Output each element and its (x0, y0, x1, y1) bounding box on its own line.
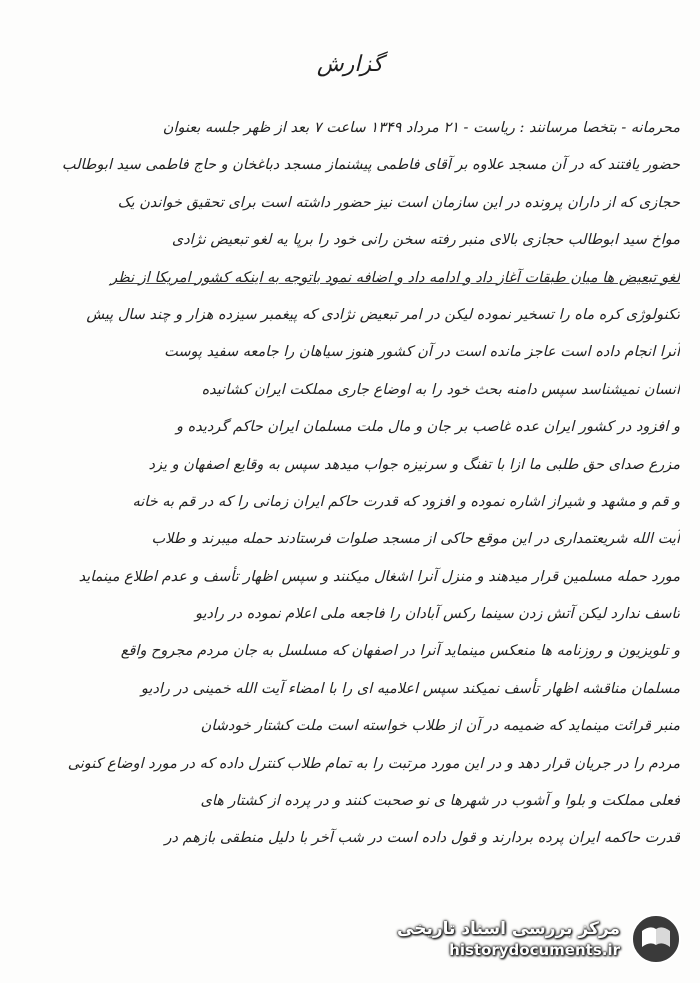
watermark (392, 909, 682, 969)
handwritten-body (10, 110, 680, 858)
text-line: فعلی مملکت و بلوا و آشوب در شهرها ی نو صحبت کنند و در پرده از کشتار های (200, 793, 680, 810)
text-line: منبر قرائت مینماید که ضمیمه در آن از طلاب خواسته است ملت کشتار خودشان (200, 718, 680, 735)
text-line: آیت الله شریعتمداری در این موقع حاکی از مسجد صلوات فرستادند حمله میبرند و طلاب (151, 531, 680, 548)
text-line: انسان نمیشناسد سپس دامنه بحث خود را به اوضاع جاری مملکت ایران کشانیده (201, 381, 680, 398)
text-line: آنرا انجام داده است عاجز مانده است در آن کشور هنوز سیاهان را جامعه سفید پوست (164, 344, 680, 361)
text-line: حجازی که از داران پرونده در این سازمان است نیز حضور داشته است برای تحقیق خواندن یک (117, 194, 680, 211)
book-logo-icon (630, 913, 682, 965)
text-line: حضور یافتند که در آن مسجد علاوه بر آقای فاطمی پیشنماز مسجد دباغخان و حاج فاطمی سید ابوطالب (61, 157, 680, 174)
text-line: لغو تبعیض ها میان طبقات آغاز داد و ادامه داد و اضافه نمود باتوجه به اینکه کشور امریکا از نظر (110, 269, 680, 286)
text-line: تاسف ندارد لیکن آتش زدن سینما رکس آبادان را فاجعه ملی اعلام نموده در رادیو (195, 606, 680, 623)
text-line: مواخ سید ابوطالب حجازی بالای منبر رفته سخن رانی خود را برپا یه لغو تبعیض نژادی (171, 232, 680, 249)
text-line: مردم را در جریان قرار دهد و در این مورد مرتبت را به تمام طلاب کنترل داده که در مورد اوضاع کنونی (67, 755, 680, 772)
document-title: گزارش (316, 52, 384, 77)
text-line: و تلویزیون و روزنامه ها منعکس مینماید آنرا در اصفهان که مسلسل به جان مردم مجروح واقع (120, 643, 680, 660)
text-line: محرمانه - بتخصا مرسانند : ریاست - ۲۱ مرداد ۱۳۴۹ ساعت ۷ بعد از ظهر جلسه بعنوان (162, 120, 680, 136)
text-line: تکنولوژی کره ماه را تسخیر نموده لیکن در امر تبعیض نژادی که پیغمبر سیزده هزار و چند سال پیش (86, 306, 680, 323)
text-line: و افزود در کشور ایران عده غاصب بر جان و مال ملت مسلمان ایران حاکم گردیده و (176, 419, 680, 436)
text-line: مسلمان مناقشه اظهار تأسف نمیکند سپس اعلامیه ای را با امضاء آیت الله خمینی در رادیو (140, 680, 680, 697)
text-line: و قم و مشهد و شیراز اشاره نموده و افزود که قدرت حاکم ایران زمانی را که در قم به خانه (132, 493, 680, 510)
text-line: مزرع صدای حق طلبی ما ازا با تفنگ و سرنیزه جواب میدهد سپس به وقایع اصفهان و یزد (148, 456, 680, 473)
watermark-text (397, 919, 620, 959)
text-line: مورد حمله مسلمین قرار میدهند و منزل آنرا اشغال میکنند و سپس اظهار تأسف و عدم اطلاع مینماید (78, 568, 680, 585)
watermark-url: historydocuments.ir (449, 941, 620, 959)
text-line: قدرت حاکمه ایران پرده بردارند و قول داده است در شب آخر با دلیل منطقی بازهم در (164, 830, 680, 847)
watermark-name: مرکز بررسی اسناد تاریخی (397, 919, 620, 939)
